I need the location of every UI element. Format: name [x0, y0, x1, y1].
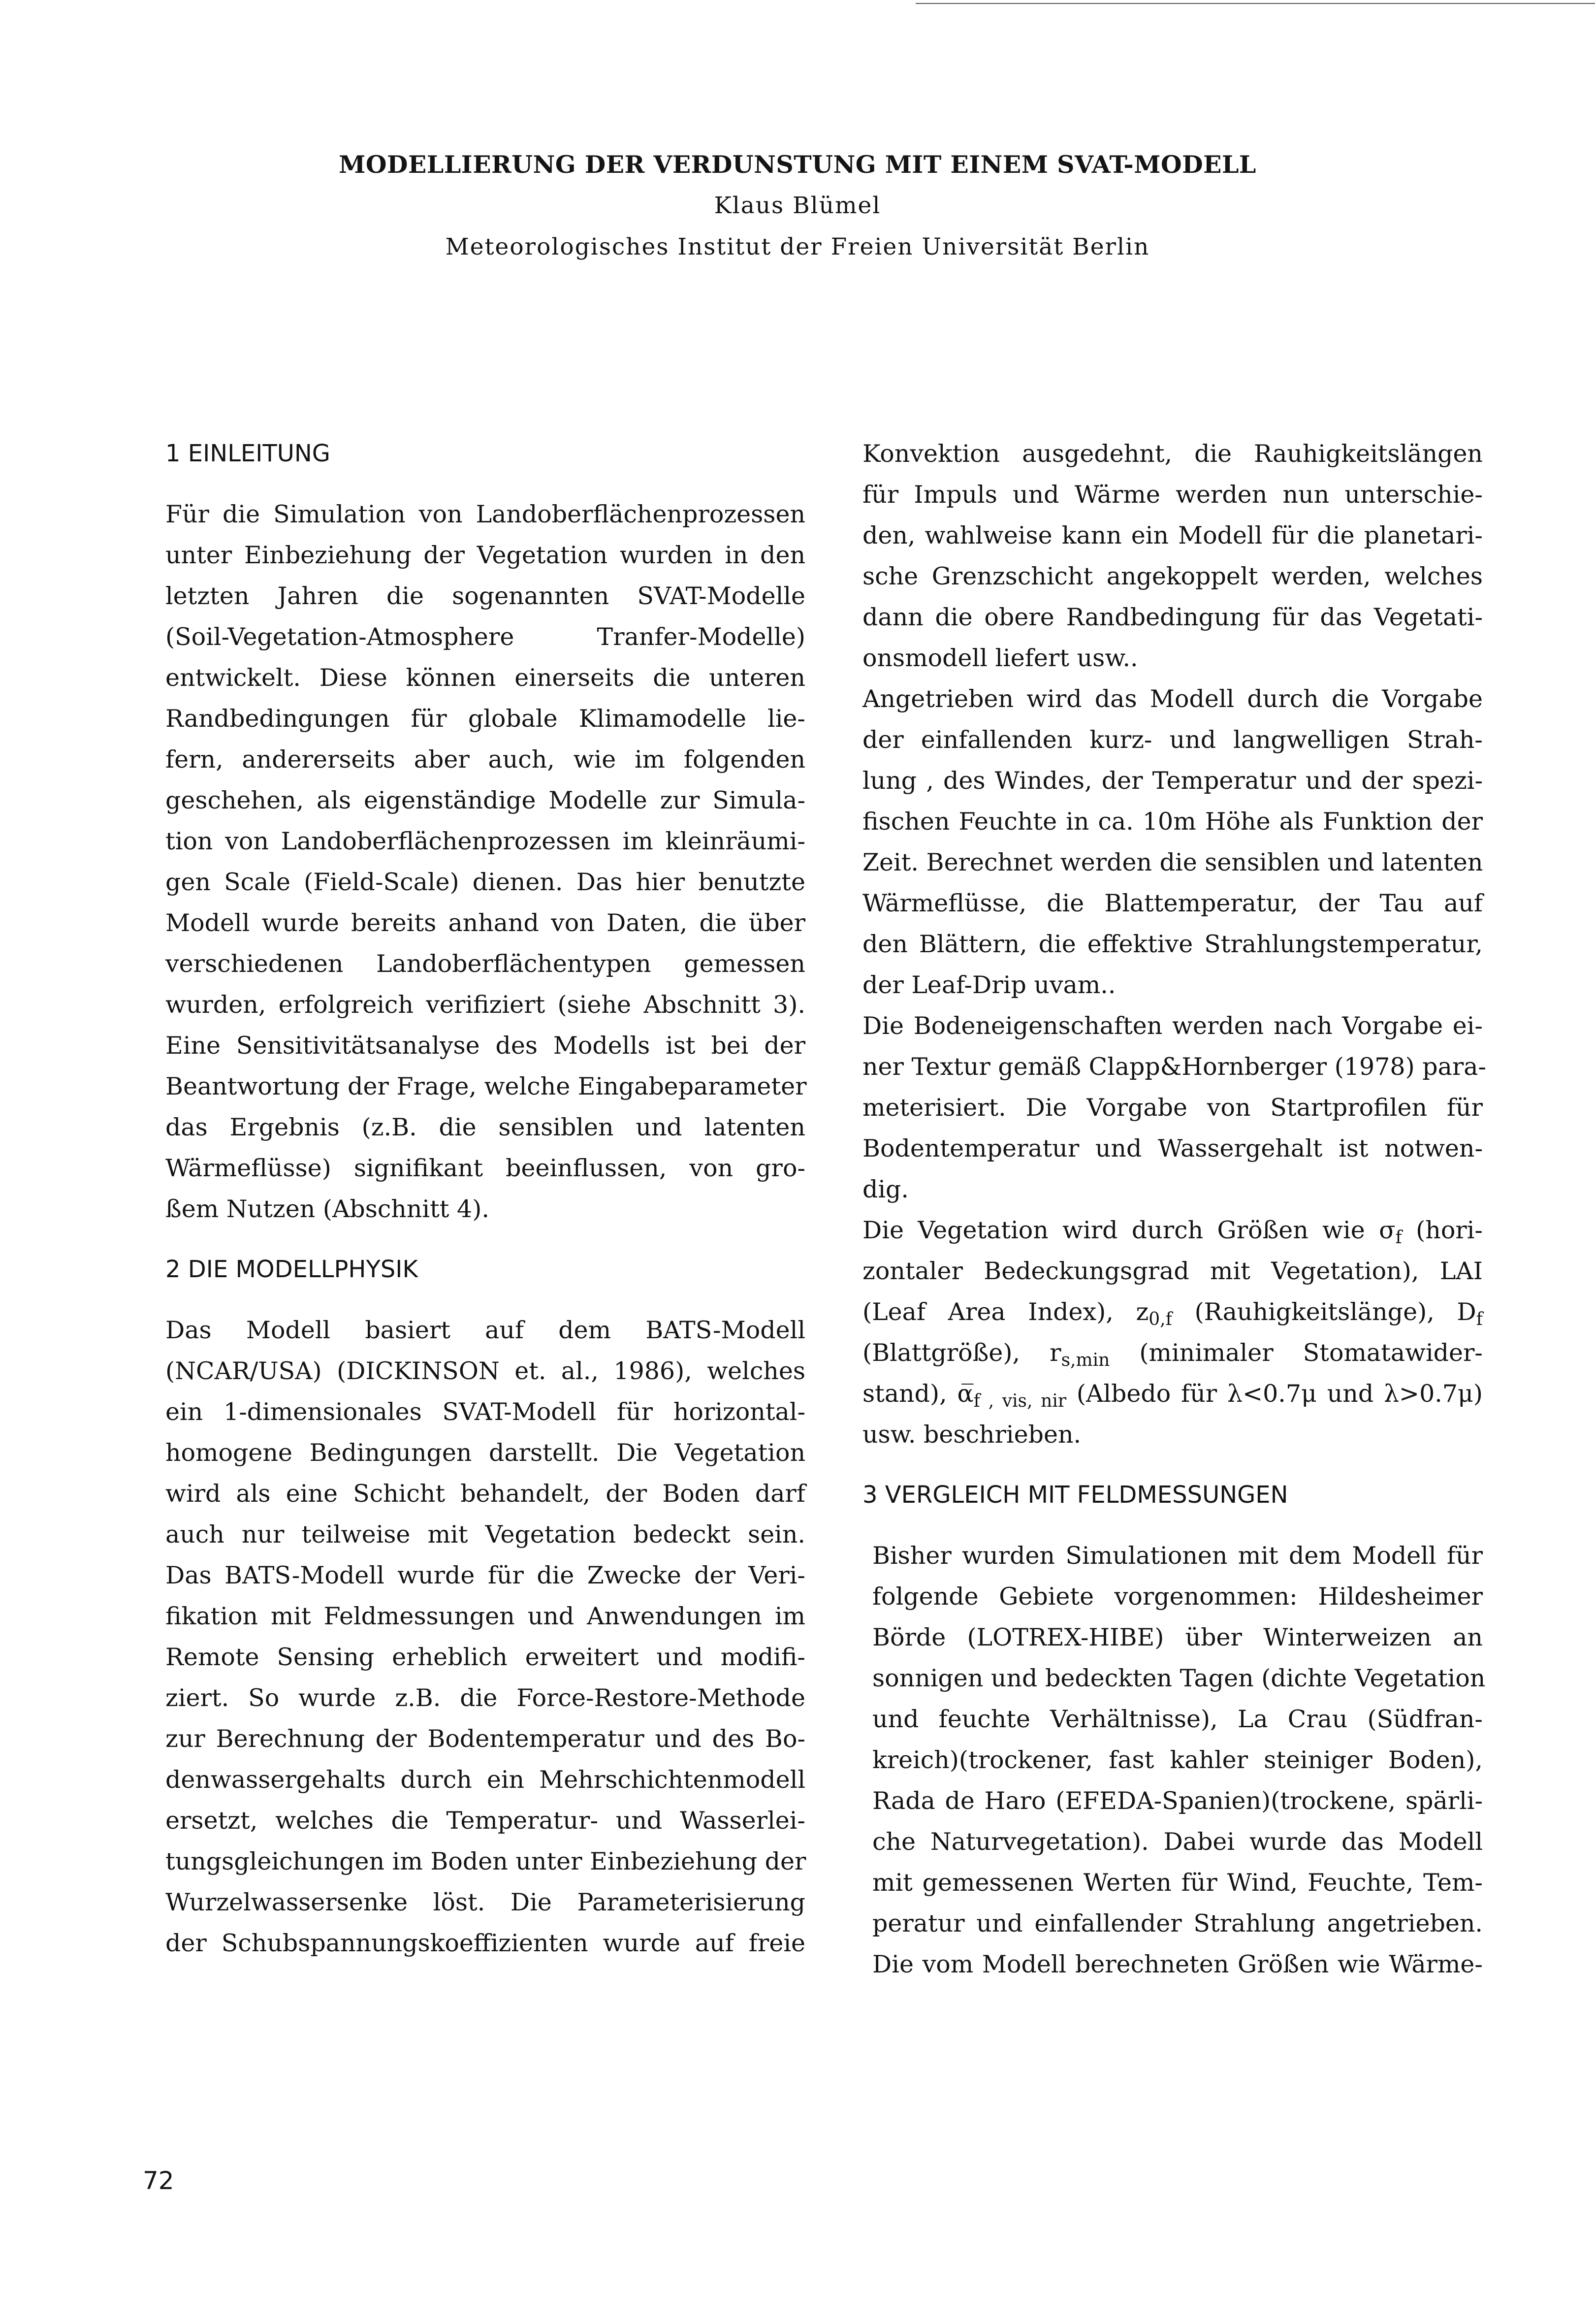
text-line: stand), $\alpha̅_{f , vis, nir}$ (Albedo für λ<0.7μ und λ>0.7μ) [862, 1380, 1483, 1411]
text-line: unter Einbeziehung der Vegetation wurden in den [165, 541, 805, 569]
text-line: (Soil-Vegetation-Atmosphere Tranfer-Modelle) [165, 623, 805, 651]
text-line: tungsgleichungen im Boden unter Einbeziehung der [165, 1847, 806, 1875]
text-line: auch nur teilweise mit Vegetation bedeckt sein. [165, 1520, 805, 1549]
text-line: Eine Sensitivitätsanalyse des Modells ist bei der [165, 1032, 805, 1060]
text-line: für Impuls und Wärme werden nun unterschie- [862, 481, 1483, 509]
text-line: der Schubspannungskoeffizienten wurde auf freie [165, 1929, 805, 1957]
text-line: (NCAR/USA) (DICKINSON et. al., 1986), welches [165, 1357, 805, 1385]
text-line: Modell wurde bereits anhand von Daten, die über [165, 909, 805, 937]
text-line: dann die obere Randbedingung für das Vegetati- [862, 603, 1483, 631]
section-heading-feldmessungen: 3 VERGLEICH MIT FELDMESSUNGEN [862, 1481, 1288, 1509]
paragraph-boden [862, 1005, 1487, 1210]
text-line: letzten Jahren die sogenannten SVAT-Modelle [165, 582, 805, 610]
paragraph-vegetation [862, 1210, 1483, 1455]
text-line: der Leaf-Drip uvam.. [862, 971, 1116, 999]
text-line: tion von Landoberflächenprozessen im kleinräumi- [165, 827, 805, 855]
text-line: usw. beschrieben. [862, 1420, 1082, 1449]
text-line: sche Grenzschicht angekoppelt werden, welches [862, 562, 1483, 590]
text-line: den, wahlweise kann ein Modell für die planetari- [862, 521, 1483, 549]
text-line: Wärmeflüsse, die Blattemperatur, der Tau auf [862, 889, 1483, 917]
text-line: wird als eine Schicht behandelt, der Boden darf [165, 1480, 805, 1508]
text-line: Angetrieben wird das Modell durch die Vorgabe [862, 685, 1483, 713]
left-column [165, 433, 805, 1964]
section-heading-einleitung: 1 EINLEITUNG [165, 440, 330, 467]
text-line: Zeit. Berechnet werden die sensiblen und latenten [862, 848, 1483, 876]
paragraph-modellphysik [165, 1310, 805, 1964]
text-line: Rada de Haro (EFEDA-Spanien)(trockene, spärli- [872, 1787, 1483, 1815]
text-line: ßem Nutzen (Abschnitt 4). [165, 1195, 489, 1223]
paper-title: MODELLIERUNG DER VERDUNSTUNG MIT EINEM SVAT-MODELL [339, 150, 1256, 179]
text-line: Beantwortung der Frage, welche Eingabeparameter [165, 1072, 807, 1100]
text-line: Für die Simulation von Landoberflächenprozessen [165, 500, 805, 528]
paragraph-feldmessungen [862, 1535, 1486, 1985]
text-line: verschiedenen Landoberflächentypen gemessen [165, 950, 805, 978]
author-name: Klaus Blümel [714, 192, 881, 219]
text-line: ein 1-dimensionales SVAT-Modell für horizontal- [165, 1398, 805, 1426]
text-line: (Leaf Area Index), $z_{0,f}$ (Rauhigkeitslänge), $D_f$ [862, 1298, 1483, 1329]
text-line: fern, andererseits aber auch, wie im folgenden [165, 745, 805, 774]
text-line: Bisher wurden Simulationen mit dem Modell für [872, 1542, 1483, 1570]
author-affiliation: Meteorologisches Institut der Freien Universität Berlin [445, 233, 1150, 260]
text-line: Remote Sensing erheblich erweitert und modifi- [165, 1643, 805, 1671]
text-line: lung , des Windes, der Temperatur und der spezi- [862, 767, 1483, 795]
text-line: Das Modell basiert auf dem BATS-Modell [165, 1316, 805, 1344]
text-line: Bodentemperatur und Wassergehalt ist notwen- [862, 1134, 1483, 1162]
paragraph-einleitung [165, 494, 805, 1229]
text-line: mit gemessenen Werten für Wind, Feuchte, Tem- [872, 1869, 1483, 1897]
text-line: und feuchte Verhältnisse), La Crau (Südfran- [872, 1705, 1483, 1733]
paper-header [0, 144, 1595, 268]
text-line: der einfallenden kurz- und langwelligen Strah- [862, 726, 1483, 754]
text-line: Die vom Modell berechneten Größen wie Wärme- [872, 1950, 1483, 1978]
text-line: homogene Bedingungen darstellt. Die Vegetation [165, 1439, 805, 1467]
text-line: peratur und einfallender Strahlung angetrieben. [872, 1909, 1483, 1937]
text-line: zontaler Bedeckungsgrad mit Vegetation), LAI [862, 1257, 1483, 1285]
right-column [862, 433, 1487, 1985]
text-line: (Blattgröße), $r_{s,min}$ (minimaler Stomatawider- [862, 1339, 1483, 1370]
text-line: Wärmeflüsse) signifikant beeinflussen, von gro- [165, 1154, 805, 1182]
text-line: Konvektion ausgedehnt, die Rauhigkeitslängen [862, 440, 1483, 468]
text-line: Das BATS-Modell wurde für die Zwecke der Veri- [165, 1561, 805, 1589]
text-line: che Naturvegetation). Dabei wurde das Modell [872, 1828, 1483, 1856]
text-line: zur Berechnung der Bodentemperatur und des Bo- [165, 1725, 805, 1753]
text-line: gen Scale (Field-Scale) dienen. Das hier benutzte [165, 868, 805, 896]
text-line: meterisiert. Die Vorgabe von Startprofilen für [862, 1094, 1483, 1122]
text-line: geschehen, als eigenständige Modelle zur Simula- [165, 786, 805, 814]
text-line: entwickelt. Diese können einerseits die unteren [165, 664, 805, 692]
text-line: ner Textur gemäß Clapp&Hornberger (1978) para- [862, 1053, 1487, 1081]
text-line: den Blättern, die effektive Strahlungstemperatur, [862, 930, 1483, 958]
text-line: Börde (LOTREX-HIBE) über Winterweizen an [872, 1623, 1483, 1651]
text-line: wurden, erfolgreich verifiziert (siehe Abschnitt 3). [165, 991, 805, 1019]
text-line: ziert. So wurde z.B. die Force-Restore-Methode [165, 1684, 805, 1712]
text-line: dig. [862, 1175, 909, 1203]
top-rule [916, 3, 1595, 4]
text-line: Randbedingungen für globale Klimamodelle lie- [165, 705, 805, 733]
text-line: fischen Feuchte in ca. 10m Höhe als Funktion der [862, 807, 1483, 836]
page-number: 72 [143, 2166, 174, 2195]
text-line: Wurzelwassersenke löst. Die Parameterisierung [165, 1888, 805, 1916]
paragraph-antrieb [862, 678, 1483, 1005]
section-heading-modellphysik: 2 DIE MODELLPHYSIK [165, 1256, 418, 1283]
text-line: folgende Gebiete vorgenommen: Hildesheimer [872, 1582, 1483, 1611]
text-line: sonnigen und bedeckten Tagen (dichte Vegetation [872, 1664, 1486, 1692]
text-line: Die Vegetation wird durch Größen wie $\sigma_f$ (hori- [862, 1216, 1483, 1248]
text-line: denwassergehalts durch ein Mehrschichtenmodell [165, 1766, 805, 1794]
text-line: ersetzt, welches die Temperatur- und Wasserlei- [165, 1807, 805, 1835]
text-line: onsmodell liefert usw.. [862, 644, 1138, 672]
text-line: kreich)(trockener, fast kahler steiniger Boden), [872, 1746, 1483, 1774]
paragraph-konvektion [862, 433, 1483, 678]
text-line: Die Bodeneigenschaften werden nach Vorgabe ei- [862, 1012, 1483, 1040]
text-line: fikation mit Feldmessungen und Anwendungen im [165, 1602, 805, 1630]
text-line: das Ergebnis (z.B. die sensiblen und latenten [165, 1113, 805, 1141]
